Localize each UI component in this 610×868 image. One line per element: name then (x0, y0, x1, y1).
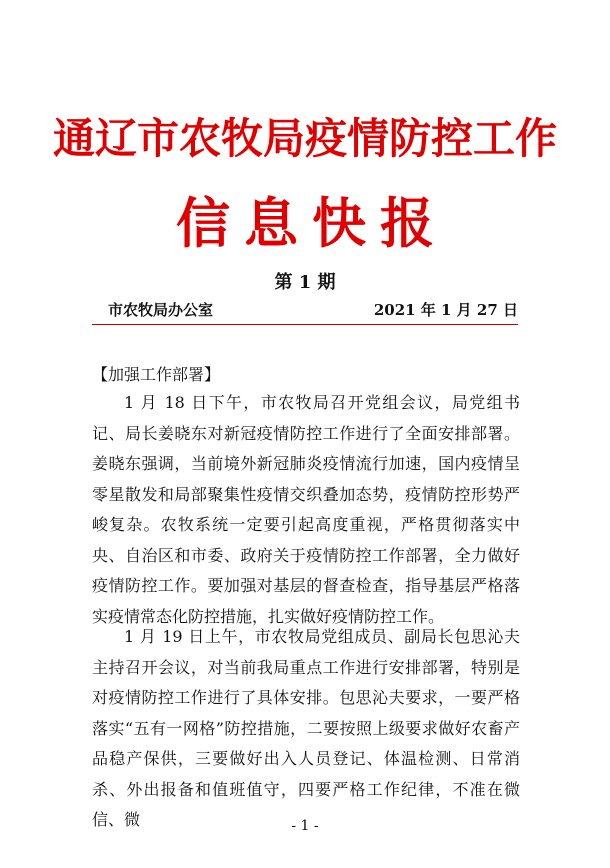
header-divider (92, 324, 518, 325)
bulletin-title: 通辽市农牧局疫情防控工作 (52, 114, 557, 163)
body-paragraph: 1 月 19 日上午，市农牧局党组成员、副局长包思沁夫主持召开会议，对当前我局重点工作进行安排部署，特别是对疫情防控工作进行了具体安排。包思沁夫要求，一要严格落实“五有一网格”防控措施，二要按照上级要求做好农畜产品稳产保供，三要做好出入人员登记、体温检测、日常消杀、外出报备和值班值守，四要严格工作纪律，不准在微信、微 (92, 627, 520, 829)
page-number: - 1 - (291, 818, 319, 834)
section-heading: 【加强工作部署】 (92, 365, 221, 384)
issue-date: 2021 年 1 月 27 日 (373, 301, 518, 319)
body-paragraph: 1 月 18 日下午，市农牧局召开党组会议，局党组书记、局长姜晓东对新冠疫情防控工作进行了全面安排部署。姜晓东强调，当前境外新冠肺炎疫情流行加速，国内疫情呈零星散发和局部聚集性疫情交织叠加态势，疫情防控形势严峻复杂。农牧系统一定要引起高度重视，严格贯彻落实中央、自治区和市委、政府关于疫情防控工作部署，全力做好疫情防控工作。要加强对基层的督查检查，指导基层严格落实疫情常态化防控措施，扎实做好疫情防控工作。 (92, 393, 520, 626)
issuing-office: 市农牧局办公室 (108, 301, 214, 319)
issue-number: 第 1 期 (274, 272, 336, 293)
issuer-row (108, 298, 518, 322)
bulletin-subtitle: 信息快报 (176, 191, 448, 255)
